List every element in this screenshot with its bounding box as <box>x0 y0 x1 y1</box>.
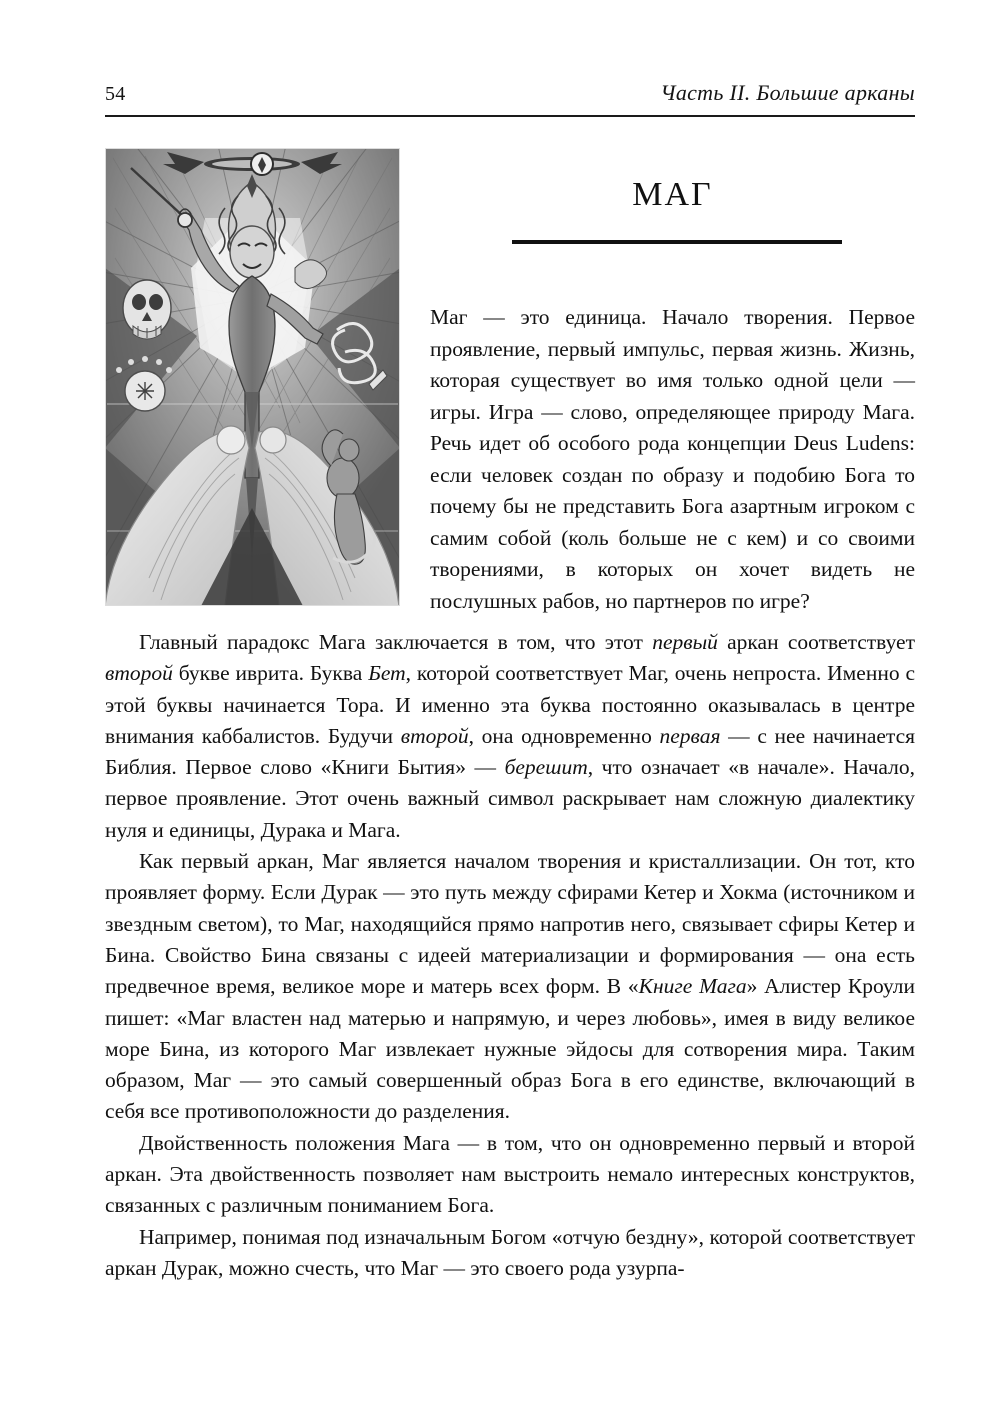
emphasis-text: второй <box>105 661 173 686</box>
body-paragraph <box>105 627 915 846</box>
body-paragraph <box>105 1128 915 1222</box>
running-head-title: Часть II. Большие арканы <box>660 80 915 105</box>
emphasis-text: первая <box>659 723 721 748</box>
page-title: МАГ <box>632 176 713 213</box>
body-text: букве иврита. Буква <box>172 661 369 686</box>
body-text: » Алистер Кроули пишет: «Маг властен над матерью и напрямую, и через любовь», имея в виду великое море Бина, из которого Маг извлекает нужные эйдосы для сотворения мира. Таким образом, Маг — это самый совершенный образ Бога в его единстве, включающий в себя все противоположности до разделения. <box>105 974 915 1124</box>
intro-column <box>430 302 915 617</box>
body-text: Главный парадокс Мага заключается в том, что этот <box>139 630 653 654</box>
emphasis-text: Книге Мага <box>638 974 747 999</box>
emphasis-text: второй <box>400 723 469 748</box>
magus-head <box>230 226 274 278</box>
body-paragraph <box>105 846 915 1128</box>
body-text: Например, понимая под изначальным Богом «отчую бездну», которой соответствует аркан Дурак, можно счесть, что Маг — это своего рода узурпа- <box>105 1224 915 1280</box>
body-text: аркан соответствует <box>717 630 915 654</box>
body-text: — с нее начинается Библия. Первое слово «Книги Бытия» — <box>105 723 916 780</box>
emphasis-text: Бет <box>368 661 406 686</box>
emphasis-text: берешит <box>504 755 588 780</box>
body-text: Двойственность положения Мага — в том, что он одновременно первый и второй аркан. Эта двойственность позволяет нам выстроить немало интересных конструктов, связанных с различным пониманием Бога. <box>105 1130 915 1218</box>
emphasis-text: первый <box>652 630 718 654</box>
running-head <box>105 80 915 112</box>
intro-paragraph: Маг — это единица. Начало творения. Первое проявление, первый импульс, первая жизнь. Жизнь, которая существует во имя только одной цели — игры. Игра — слово, определяющее природу Мага. Речь идет об особого рода концепции Deus Ludens: если человек создан по образу и подобию Бога то почему бы не представить Бога азартным игроком с самим собой (коль больше не с кем) и со своими творениями, в которых он хочет видеть не послушных рабов, но партнеров по игре? <box>430 305 915 613</box>
header-divider <box>105 115 915 117</box>
page-number: 54 <box>105 83 126 105</box>
body-text: , что означает «в начале». Начало, первое проявление. Этот очень важный символ раскрывает нам сложную диалектику нуля и единицы, Дурака и Мага. <box>105 755 915 842</box>
body-text: , которой соответствует Маг, очень непроста. Именно с этой буквы начинается Тора. И именно эта буква постоянно оказывалась в центре внимания каббалистов. Будучи <box>105 661 916 748</box>
body-text: Как первый аркан, Маг является началом творения и кристаллизации. Он тот, кто проявляет форму. Если Дурак — это путь между сфирами Кетер и Хокма (источником и звездным светом), то Маг, находящийся прямо напротив него, связывает сфиры Кетер и Бина. Свойство Бина связаны с идеей материализации и формирования — она есть предвечное время, великое море и матерь всех форм. В « <box>105 849 915 999</box>
body-paragraph <box>105 1222 915 1285</box>
body-column <box>105 627 915 1284</box>
tarot-card-illustration <box>105 148 400 606</box>
body-text: , она одновременно <box>468 723 660 748</box>
magus-card-art <box>105 148 400 606</box>
title-divider <box>512 240 842 244</box>
